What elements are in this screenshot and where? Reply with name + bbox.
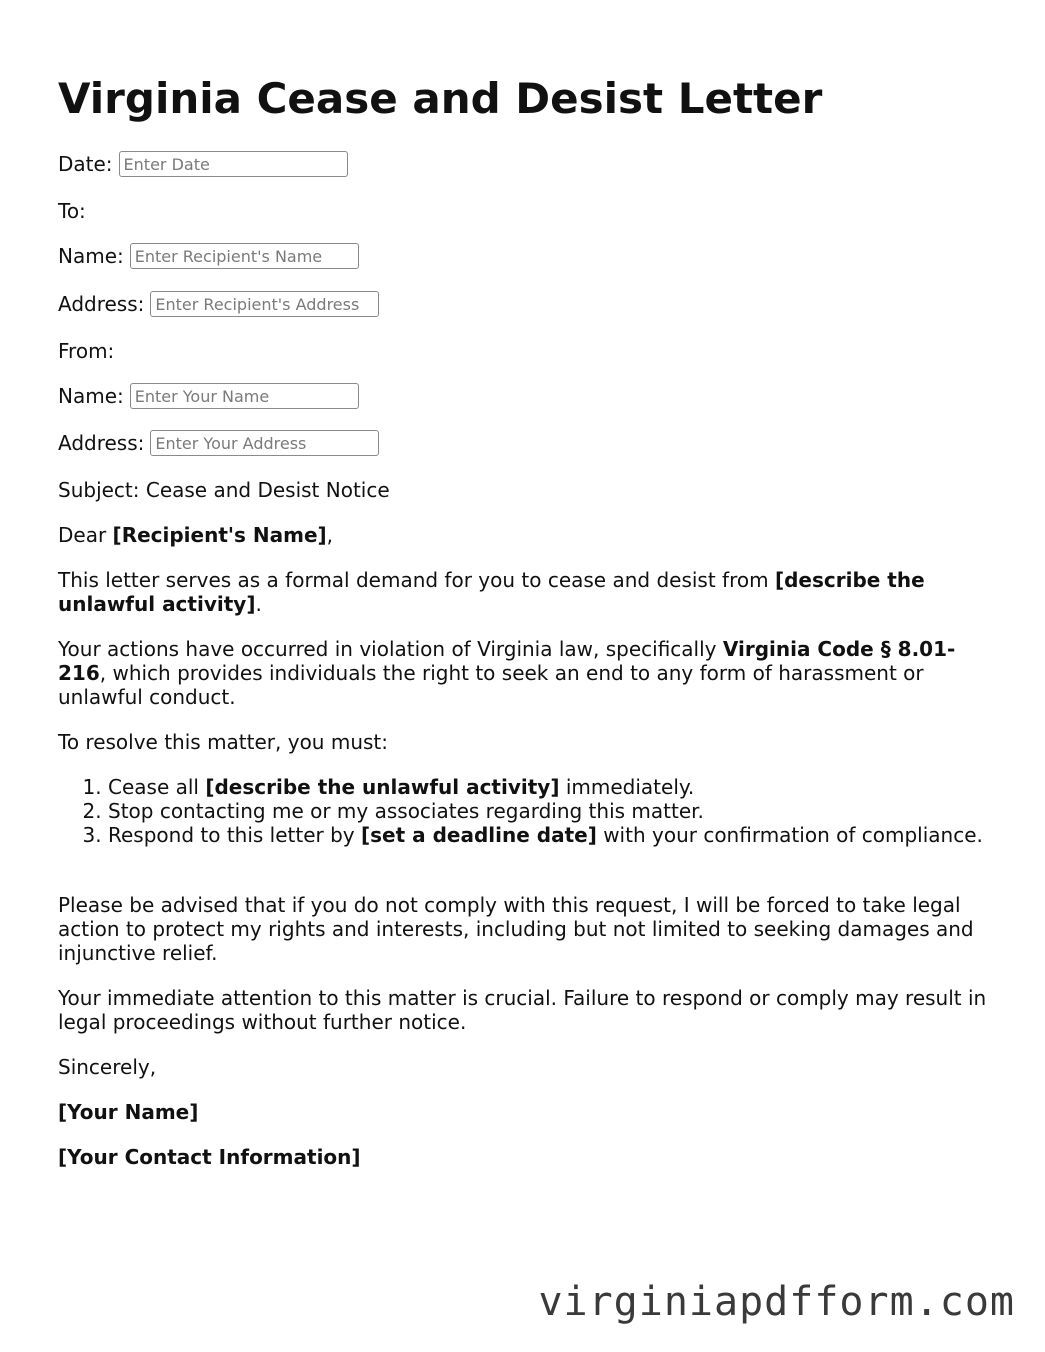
requirements-list: [58, 775, 993, 847]
step-2-text: Stop contacting me or my associates regarding this matter.: [108, 799, 704, 823]
recipient-name-label: Name:: [58, 244, 124, 268]
greeting-prefix: Dear: [58, 523, 113, 547]
step-1-text: Cease all: [108, 775, 206, 799]
violation-end: , which provides individuals the right to seek an end to any form of harassment or unlawful conduct.: [58, 661, 924, 709]
sender-address-input[interactable]: [150, 430, 379, 456]
step-1-bold: [describe the unlawful activity]: [205, 775, 560, 799]
demand-paragraph: [58, 568, 993, 616]
greeting: [58, 523, 993, 547]
recipient-address-input[interactable]: [150, 291, 379, 317]
sender-name-label: Name:: [58, 384, 124, 408]
recipient-address-label: Address:: [58, 292, 145, 316]
step-3-bold: [set a deadline date]: [361, 823, 597, 847]
greeting-suffix: ,: [326, 523, 334, 547]
resolve-intro: To resolve this matter, you must:: [58, 730, 388, 754]
demand-text: This letter serves as a formal demand for you to cease and desist from: [58, 568, 775, 592]
greeting-recipient: [Recipient's Name]: [112, 523, 327, 547]
signature-name-text: [Your Name]: [58, 1100, 199, 1124]
from-label: From:: [58, 339, 115, 363]
to-label: To:: [58, 199, 86, 223]
violation-code: Virginia Code § 8.01-216: [58, 637, 956, 685]
warning-paragraph: Please be advised that if you do not comply with this request, I will be forced to take legal action to protect my rights and interests, including but not limited to seeking damages and injunctive relief.: [58, 893, 974, 965]
signature-name: [58, 1100, 993, 1124]
recipient-name-input[interactable]: [130, 243, 359, 269]
page-title: Virginia Cease and Desist Letter: [58, 74, 823, 123]
list-item: [108, 823, 993, 847]
urgency-paragraph: Your immediate attention to this matter is crucial. Failure to respond or comply may result in legal proceedings without further notice.: [58, 986, 987, 1034]
signature-contact: [58, 1145, 993, 1169]
demand-end: .: [255, 592, 262, 616]
violation-paragraph: [58, 637, 993, 709]
step-3-end: with your confirmation of compliance.: [596, 823, 983, 847]
closing: Sincerely,: [58, 1055, 157, 1079]
subject-line: Subject: Cease and Desist Notice: [58, 478, 390, 502]
step-1-end: immediately.: [559, 775, 695, 799]
signature-contact-text: [Your Contact Information]: [58, 1145, 361, 1169]
site-watermark: virginiapdfform.com: [538, 1279, 1015, 1325]
recipient-name-row: [58, 243, 359, 269]
sender-address-row: [58, 430, 379, 456]
sender-name-row: [58, 383, 359, 409]
violation-text: Your actions have occurred in violation of Virginia law, specifically: [58, 637, 723, 661]
sender-name-input[interactable]: [130, 383, 359, 409]
list-item: [108, 775, 993, 799]
date-label: Date:: [58, 152, 113, 176]
sender-address-label: Address:: [58, 431, 145, 455]
demand-activity: [describe the unlawful activity]: [58, 568, 925, 616]
date-row: [58, 151, 348, 177]
recipient-address-row: [58, 291, 379, 317]
step-3-text: Respond to this letter by: [108, 823, 361, 847]
list-item: [108, 799, 993, 823]
date-input[interactable]: [119, 151, 348, 177]
